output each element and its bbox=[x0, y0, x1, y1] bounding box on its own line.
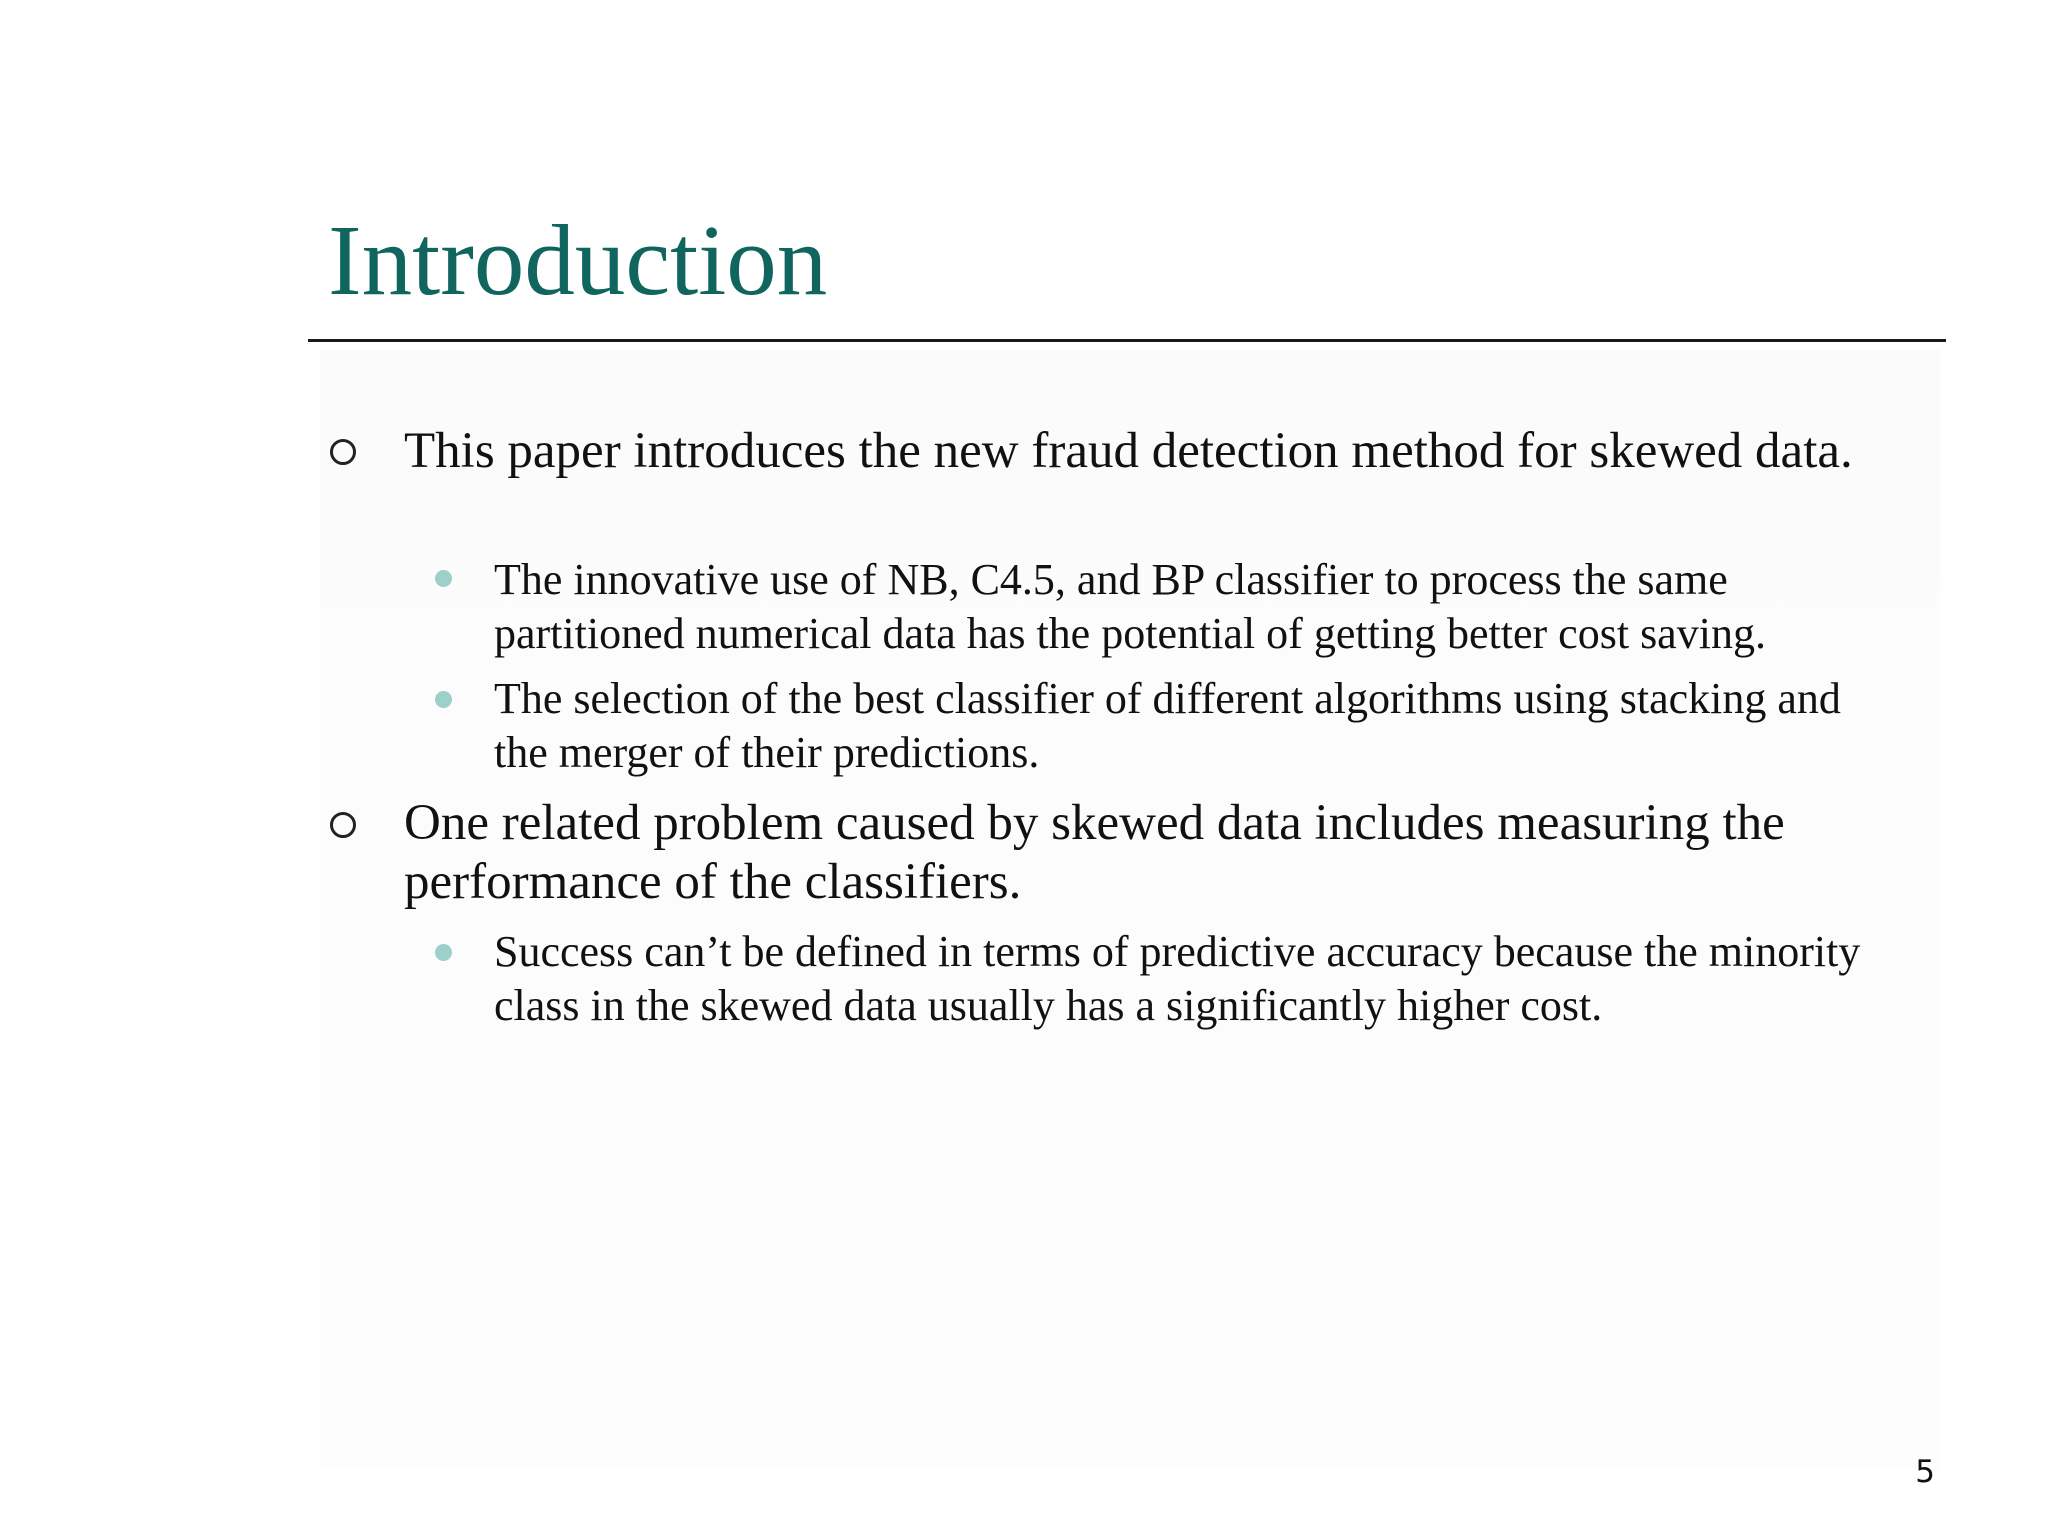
filled-dot-icon bbox=[435, 570, 452, 587]
bullet-2-text: One related problem caused by skewed data includes measuring the performance of the classifiers. bbox=[404, 795, 1785, 910]
hollow-circle-icon bbox=[330, 812, 356, 838]
filled-dot-icon bbox=[435, 691, 452, 708]
page-number: 5 bbox=[1915, 1454, 1935, 1490]
filled-dot-icon bbox=[435, 944, 452, 961]
bullet-1-sub-2-text: The selection of the best classifier of different algorithms using stacking and the merger of their predictions. bbox=[494, 674, 1841, 777]
slide-title: Introduction bbox=[328, 204, 828, 316]
bullet-1-text: This paper introduces the new fraud detection method for skewed data. bbox=[404, 423, 1853, 479]
hollow-circle-icon bbox=[330, 439, 356, 465]
title-divider bbox=[308, 339, 1946, 342]
bullet-2-sub-1-text: Success can’t be defined in terms of predictive accuracy because the minority class in the skewed data usually has a significantly higher cost. bbox=[494, 927, 1861, 1030]
bullet-1-sub-1-text: The innovative use of NB, C4.5, and BP classifier to process the same partitioned numerical data has the potential of getting better cost saving. bbox=[494, 555, 1766, 658]
